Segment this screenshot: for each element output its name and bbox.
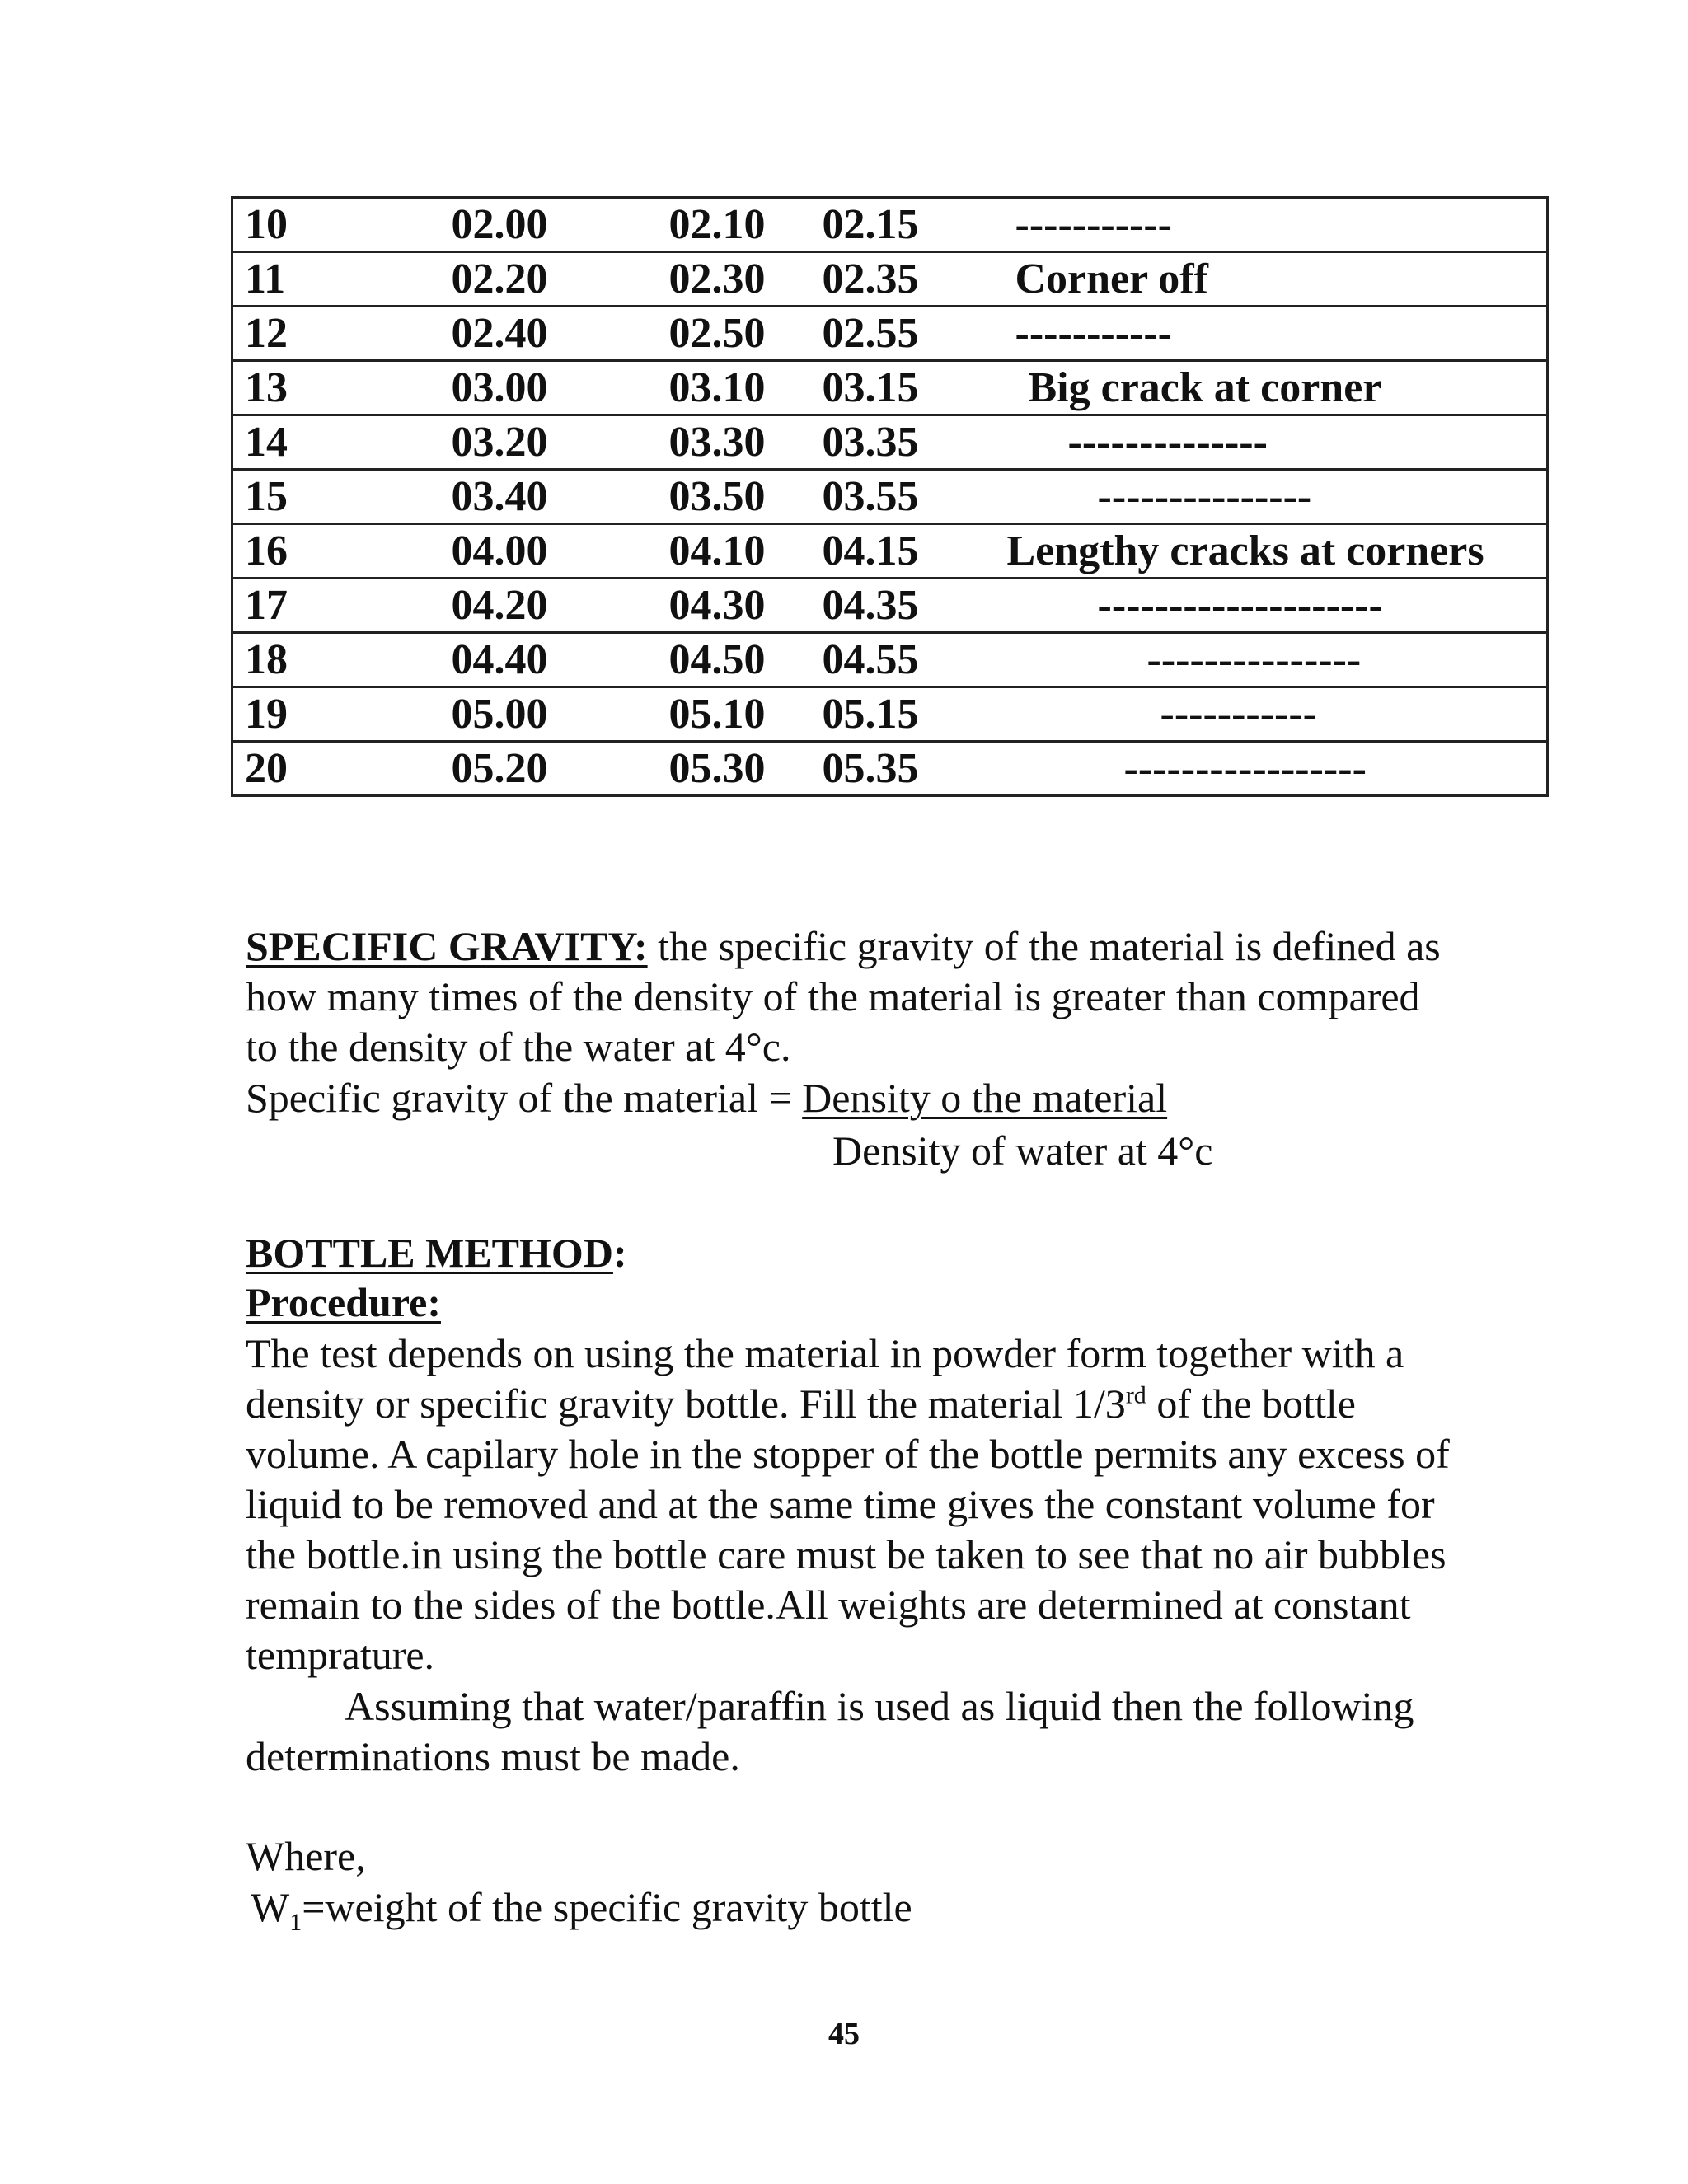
table-row (232, 687, 1548, 742)
table-row (232, 470, 1548, 524)
time-1-cell: 03.00 (452, 361, 669, 415)
time-1-cell: 05.00 (452, 687, 669, 742)
row-number-cell: 13 (232, 361, 452, 415)
time-3-cell: 03.15 (823, 361, 971, 415)
bottle-method-heading: BOTTLE METHOD (246, 1230, 613, 1276)
where-label: Where, (246, 1833, 366, 1879)
row-number-cell: 16 (232, 524, 452, 579)
specific-gravity-heading: SPECIFIC GRAVITY: (246, 923, 648, 969)
time-2-cell: 02.30 (669, 252, 823, 307)
time-3-cell: 05.15 (823, 687, 971, 742)
time-1-cell: 02.00 (452, 198, 669, 252)
remark-cell: Big crack at corner (971, 361, 1548, 415)
procedure-line-6: remain to the sides of the bottle.All weights are determined at constant (246, 1582, 1411, 1628)
page-number: 45 (828, 2017, 860, 2051)
time-3-cell: 02.55 (823, 307, 971, 361)
bottle-method-heading-line (246, 1228, 1531, 1278)
time-2-cell: 05.30 (669, 742, 823, 796)
w1-definition (251, 1882, 1536, 1936)
procedure-line-2-b: of the bottle (1146, 1380, 1356, 1427)
table-row (232, 307, 1548, 361)
remark-cell: ----------------- (971, 742, 1548, 796)
table-row (232, 579, 1548, 633)
time-3-cell: 04.35 (823, 579, 971, 633)
remark-cell: ----------- (971, 307, 1548, 361)
procedure-line-4: liquid to be removed and at the same time gives the constant volume for (246, 1481, 1435, 1527)
formula-denominator: Density of water at 4°c (832, 1127, 1213, 1174)
procedure-heading-line (246, 1277, 1531, 1328)
specific-gravity-line-2: how many times of the density of the material is greater than compared (246, 973, 1420, 1019)
time-3-cell: 03.35 (823, 415, 971, 470)
time-2-cell: 04.30 (669, 579, 823, 633)
time-1-cell: 03.20 (452, 415, 669, 470)
table-row (232, 361, 1548, 415)
time-3-cell: 02.15 (823, 198, 971, 252)
row-number-cell: 12 (232, 307, 452, 361)
test-results-table (231, 196, 1549, 797)
specific-gravity-formula (246, 1073, 1531, 1123)
specific-gravity-line-3: to the density of the water at 4°c. (246, 1024, 791, 1070)
bottle-method-colon: : (612, 1230, 627, 1276)
specific-gravity-line-1 (246, 921, 1531, 972)
procedure-line-5: the bottle.in using the bottle care must be taken to see that no air bubbles (246, 1531, 1447, 1577)
table-row (232, 633, 1548, 687)
procedure-line-2 (246, 1379, 1531, 1429)
time-3-cell: 04.15 (823, 524, 971, 579)
row-number-cell: 10 (232, 198, 452, 252)
procedure-line-2-sup: rd (1125, 1381, 1146, 1409)
table-body (232, 198, 1548, 796)
remark-cell: -------------------- (971, 579, 1548, 633)
remark-cell: --------------- (971, 470, 1548, 524)
procedure-heading: Procedure: (246, 1279, 441, 1325)
remark-cell: --------------- (971, 633, 1548, 687)
procedure-line-7: temprature. (246, 1632, 435, 1678)
time-2-cell: 04.10 (669, 524, 823, 579)
row-number-cell: 14 (232, 415, 452, 470)
time-1-cell: 04.00 (452, 524, 669, 579)
remark-cell: -------------- (971, 415, 1548, 470)
remark-cell: Lengthy cracks at corners (971, 524, 1548, 579)
formula-lhs: Specific gravity of the material = (246, 1075, 803, 1121)
procedure-line-2-a: density or specific gravity bottle. Fill the material 1/3 (246, 1380, 1126, 1427)
table-row (232, 415, 1548, 470)
time-3-cell: 03.55 (823, 470, 971, 524)
w1-text: =weight of the specific gravity bottle (302, 1884, 912, 1930)
remark-cell: ----------- (971, 198, 1548, 252)
procedure-line-3: volume. A capilary hole in the stopper of the bottle permits any excess of (246, 1431, 1450, 1477)
row-number-cell: 11 (232, 252, 452, 307)
specific-gravity-text-1: the specific gravity of the material is defined as (658, 923, 1441, 969)
time-3-cell: 04.55 (823, 633, 971, 687)
time-3-cell: 05.35 (823, 742, 971, 796)
procedure-line-1: The test depends on using the material in powder form together with a (246, 1330, 1404, 1376)
time-1-cell: 04.20 (452, 579, 669, 633)
time-2-cell: 03.30 (669, 415, 823, 470)
time-2-cell: 02.10 (669, 198, 823, 252)
time-2-cell: 04.50 (669, 633, 823, 687)
time-2-cell: 03.50 (669, 470, 823, 524)
time-2-cell: 05.10 (669, 687, 823, 742)
remark-cell: Corner off (971, 252, 1548, 307)
time-1-cell: 05.20 (452, 742, 669, 796)
row-number-cell: 18 (232, 633, 452, 687)
formula-numerator: Density o the material (802, 1075, 1168, 1121)
time-1-cell: 02.40 (452, 307, 669, 361)
time-3-cell: 02.35 (823, 252, 971, 307)
remark-cell: ----------- (971, 687, 1548, 742)
w1-symbol: W (251, 1884, 290, 1930)
table-row (232, 524, 1548, 579)
time-1-cell: 03.40 (452, 470, 669, 524)
assuming-line-2: determinations must be made. (246, 1733, 740, 1779)
time-1-cell: 02.20 (452, 252, 669, 307)
time-1-cell: 04.40 (452, 633, 669, 687)
row-number-cell: 19 (232, 687, 452, 742)
row-number-cell: 15 (232, 470, 452, 524)
row-number-cell: 20 (232, 742, 452, 796)
table-row (232, 252, 1548, 307)
w1-subscript: 1 (289, 1909, 302, 1936)
row-number-cell: 17 (232, 579, 452, 633)
table-row (232, 198, 1548, 252)
time-2-cell: 03.10 (669, 361, 823, 415)
time-2-cell: 02.50 (669, 307, 823, 361)
table-row (232, 742, 1548, 796)
assuming-line-1: Assuming that water/paraffin is used as liquid then the following (345, 1683, 1414, 1729)
